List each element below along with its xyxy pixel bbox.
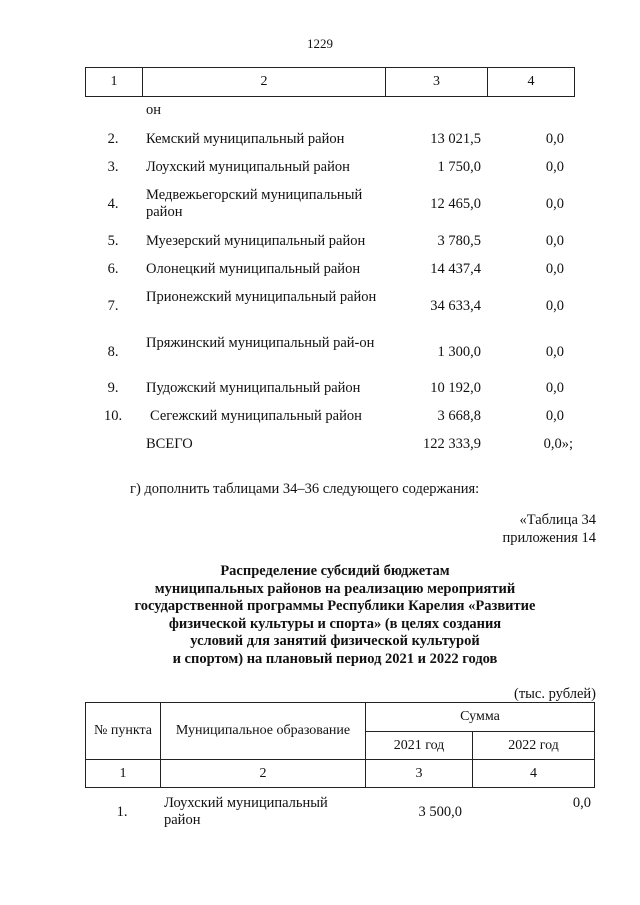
row-name: Лоухский муниципальный район: [146, 159, 350, 175]
row-value-1: 1 750,0: [437, 159, 481, 175]
row-number: 9.: [107, 380, 119, 396]
row-value-1: 13 021,5: [430, 131, 481, 147]
row-value-2: 0,0: [545, 261, 564, 277]
row-number: 6.: [107, 261, 119, 277]
row-value-1: 10 192,0: [430, 380, 481, 396]
col-municipality-header: Муниципальное образование: [175, 723, 351, 738]
row-number: 1.: [116, 804, 128, 820]
title-line: и спортом) на плановый период 2021 и 2022 годов: [172, 650, 498, 667]
row-number: 8.: [107, 344, 119, 360]
row-value-2: 0,0: [545, 344, 564, 360]
col-point-header: № пункта: [94, 723, 152, 738]
row-value-1: 34 633,4: [430, 298, 481, 314]
table-title: [100, 563, 570, 668]
row-value-1: 3 780,5: [437, 233, 481, 249]
row-number: 3.: [107, 159, 119, 175]
col-sum-header: Сумма: [460, 709, 500, 724]
row-name: [164, 795, 364, 829]
row-name: Муезерский муниципальный район: [146, 233, 366, 249]
header-cell: 4: [527, 74, 535, 89]
title-line: муниципальных районов на реализацию мероприятий: [154, 580, 516, 597]
table-reference: [503, 511, 596, 547]
row-value-2: 0,0: [545, 408, 564, 424]
row-name: Медвежьегорский муниципальный район: [146, 187, 363, 220]
row-value-2: 0,0: [572, 795, 591, 811]
row-number: 4.: [107, 196, 119, 212]
index-cell: 2: [259, 765, 267, 781]
index-cell: 3: [415, 765, 423, 781]
total-value-2: 0,0»;: [543, 436, 573, 452]
units-label: (тыс. рублей): [514, 686, 596, 702]
row-value-1: 1 300,0: [437, 344, 481, 360]
header-cell: 1: [86, 68, 143, 96]
row-value-2: 0,0: [545, 159, 564, 175]
header-cell: 2: [143, 68, 386, 96]
row-number: 7.: [107, 298, 119, 314]
col-2022-header: 2022 год: [508, 737, 559, 753]
row-name: Олонецкий муниципальный район: [146, 261, 361, 277]
continuation-text: он: [146, 102, 162, 118]
row-name: Прионежский муниципальный район: [146, 289, 377, 305]
title-line: Распределение субсидий бюджетам: [220, 563, 450, 579]
top-table-header: [85, 67, 575, 97]
row-value-2: 0,0: [545, 298, 564, 314]
title-line: государственной программы Республики Карелия «Развитие: [134, 598, 536, 614]
table-reference-line: «Таблица 34: [519, 512, 596, 528]
table-reference-line: приложения 14: [502, 530, 596, 546]
paragraph: г) дополнить таблицами 34–36 следующего содержания:: [130, 481, 480, 497]
row-value-1: 3 500,0: [418, 804, 462, 820]
row-name: Пудожский муниципальный район: [146, 380, 361, 396]
row-number: 10.: [103, 408, 123, 424]
row-value-2: 0,0: [545, 196, 564, 212]
row-name: Пряжинский муниципальный рай-он: [146, 335, 375, 351]
row-name: Сегежский муниципальный район: [150, 408, 362, 424]
row-value-1: 14 437,4: [430, 261, 481, 277]
row-value-2: 0,0: [545, 233, 564, 249]
row-name-line: Лоухский муниципальный: [164, 795, 328, 811]
title-line: физической культуры и спорта» (в целях создания: [168, 615, 502, 632]
page-number: 1229: [307, 36, 333, 51]
title-line: условий для занятий физической культурой: [190, 633, 480, 649]
index-cell: 4: [530, 765, 537, 781]
row-name-line: район: [164, 812, 201, 828]
total-label: ВСЕГО: [146, 436, 193, 452]
header-cell: 3: [386, 68, 488, 96]
row-number: 2.: [107, 131, 119, 147]
row-value-2: 0,0: [545, 380, 564, 396]
total-value-1: 122 333,9: [423, 436, 481, 452]
row-value-1: 3 668,8: [437, 408, 481, 424]
row-value-2: 0,0: [545, 131, 564, 147]
bottom-table-header: [85, 702, 595, 788]
row-number: 5.: [107, 233, 119, 249]
index-cell: 1: [119, 765, 127, 781]
col-2021-header: 2021 год: [393, 737, 445, 753]
row-value-1: 12 465,0: [430, 196, 481, 212]
row-name: Кемский муниципальный район: [146, 131, 345, 147]
